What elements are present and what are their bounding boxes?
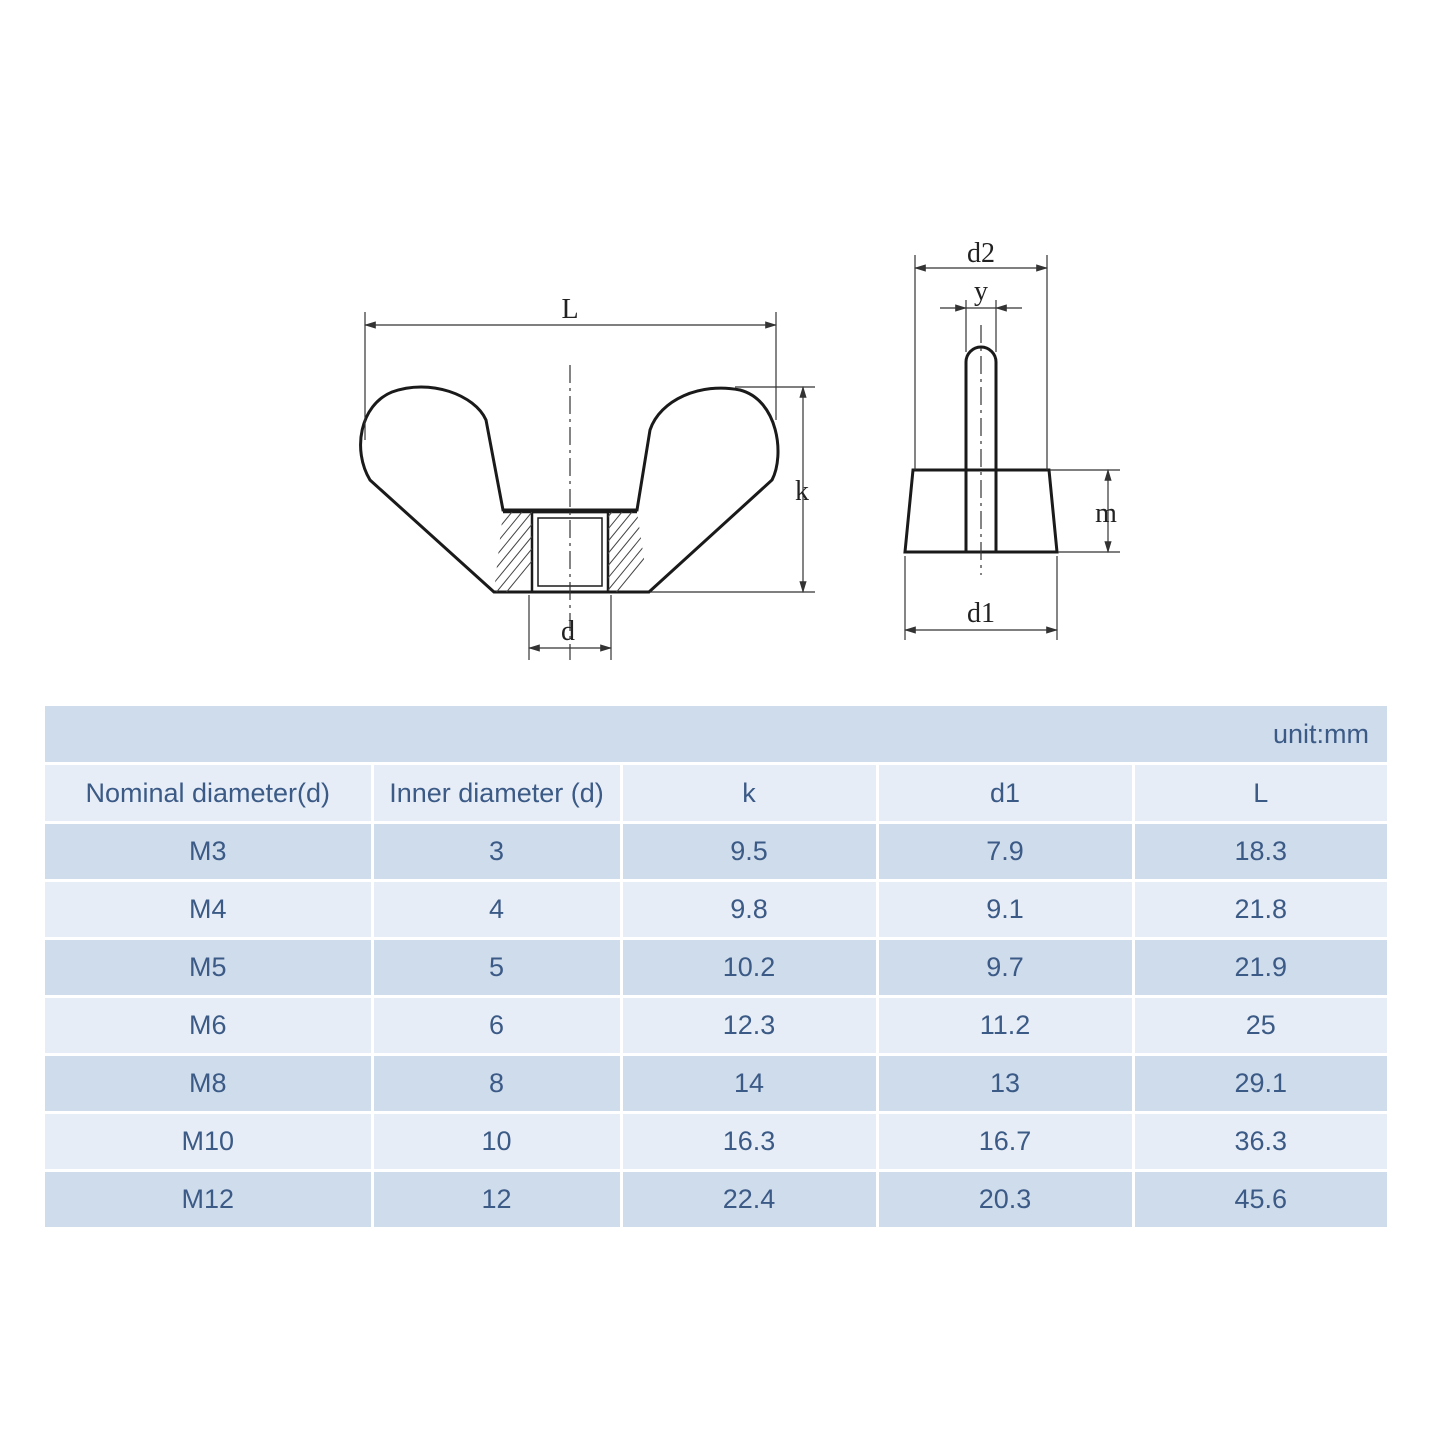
cell-k: 9.5 (621, 823, 877, 881)
cell-nominal: M12 (45, 1171, 372, 1228)
spec-table (45, 706, 1387, 1227)
cell-d1: 9.1 (877, 881, 1133, 939)
cell-nominal: M6 (45, 997, 372, 1055)
cell-d1: 7.9 (877, 823, 1133, 881)
cell-L: 18.3 (1133, 823, 1387, 881)
table-row (45, 997, 1387, 1055)
label-y: y (974, 276, 988, 307)
cell-nominal: M10 (45, 1113, 372, 1171)
cell-L: 45.6 (1133, 1171, 1387, 1228)
side-view (905, 238, 1120, 640)
cell-L: 21.8 (1133, 881, 1387, 939)
wing-nut-technical-drawing (0, 0, 1445, 700)
cell-d1: 20.3 (877, 1171, 1133, 1228)
table-row (45, 1055, 1387, 1113)
unit-row (45, 706, 1387, 764)
table-row (45, 1171, 1387, 1228)
cell-k: 16.3 (621, 1113, 877, 1171)
header-inner-diameter: Inner diameter (d) (372, 764, 621, 823)
header-L: L (1133, 764, 1387, 823)
cell-inner: 3 (372, 823, 621, 881)
section-hatch-right (540, 490, 700, 600)
cell-L: 29.1 (1133, 1055, 1387, 1113)
section-hatch-left (430, 490, 590, 600)
cell-k: 9.8 (621, 881, 877, 939)
cell-nominal: M3 (45, 823, 372, 881)
header-d1: d1 (877, 764, 1133, 823)
cell-k: 22.4 (621, 1171, 877, 1228)
cell-d1: 11.2 (877, 997, 1133, 1055)
front-view (361, 294, 815, 660)
table-row (45, 823, 1387, 881)
cell-nominal: M4 (45, 881, 372, 939)
cell-inner: 10 (372, 1113, 621, 1171)
label-k: k (795, 476, 809, 507)
cell-d1: 16.7 (877, 1113, 1133, 1171)
label-L: L (561, 294, 579, 325)
table-row (45, 1113, 1387, 1171)
cell-inner: 5 (372, 939, 621, 997)
cell-nominal: M8 (45, 1055, 372, 1113)
cell-inner: 8 (372, 1055, 621, 1113)
label-d2: d2 (967, 238, 995, 269)
cell-k: 12.3 (621, 997, 877, 1055)
cell-d1: 13 (877, 1055, 1133, 1113)
cell-nominal: M5 (45, 939, 372, 997)
cell-k: 10.2 (621, 939, 877, 997)
cell-L: 36.3 (1133, 1113, 1387, 1171)
cell-inner: 4 (372, 881, 621, 939)
cell-L: 25 (1133, 997, 1387, 1055)
label-d1: d1 (967, 598, 995, 629)
label-d: d (561, 616, 575, 647)
label-m: m (1095, 498, 1117, 529)
cell-L: 21.9 (1133, 939, 1387, 997)
cell-inner: 12 (372, 1171, 621, 1228)
header-nominal-diameter: Nominal diameter(d) (45, 764, 372, 823)
wing-nut-outline (361, 387, 778, 592)
cell-inner: 6 (372, 997, 621, 1055)
header-k: k (621, 764, 877, 823)
cell-d1: 9.7 (877, 939, 1133, 997)
table-row (45, 881, 1387, 939)
unit-label: unit:mm (45, 706, 1387, 764)
cell-k: 14 (621, 1055, 877, 1113)
table-row (45, 939, 1387, 997)
table-header-row (45, 764, 1387, 823)
